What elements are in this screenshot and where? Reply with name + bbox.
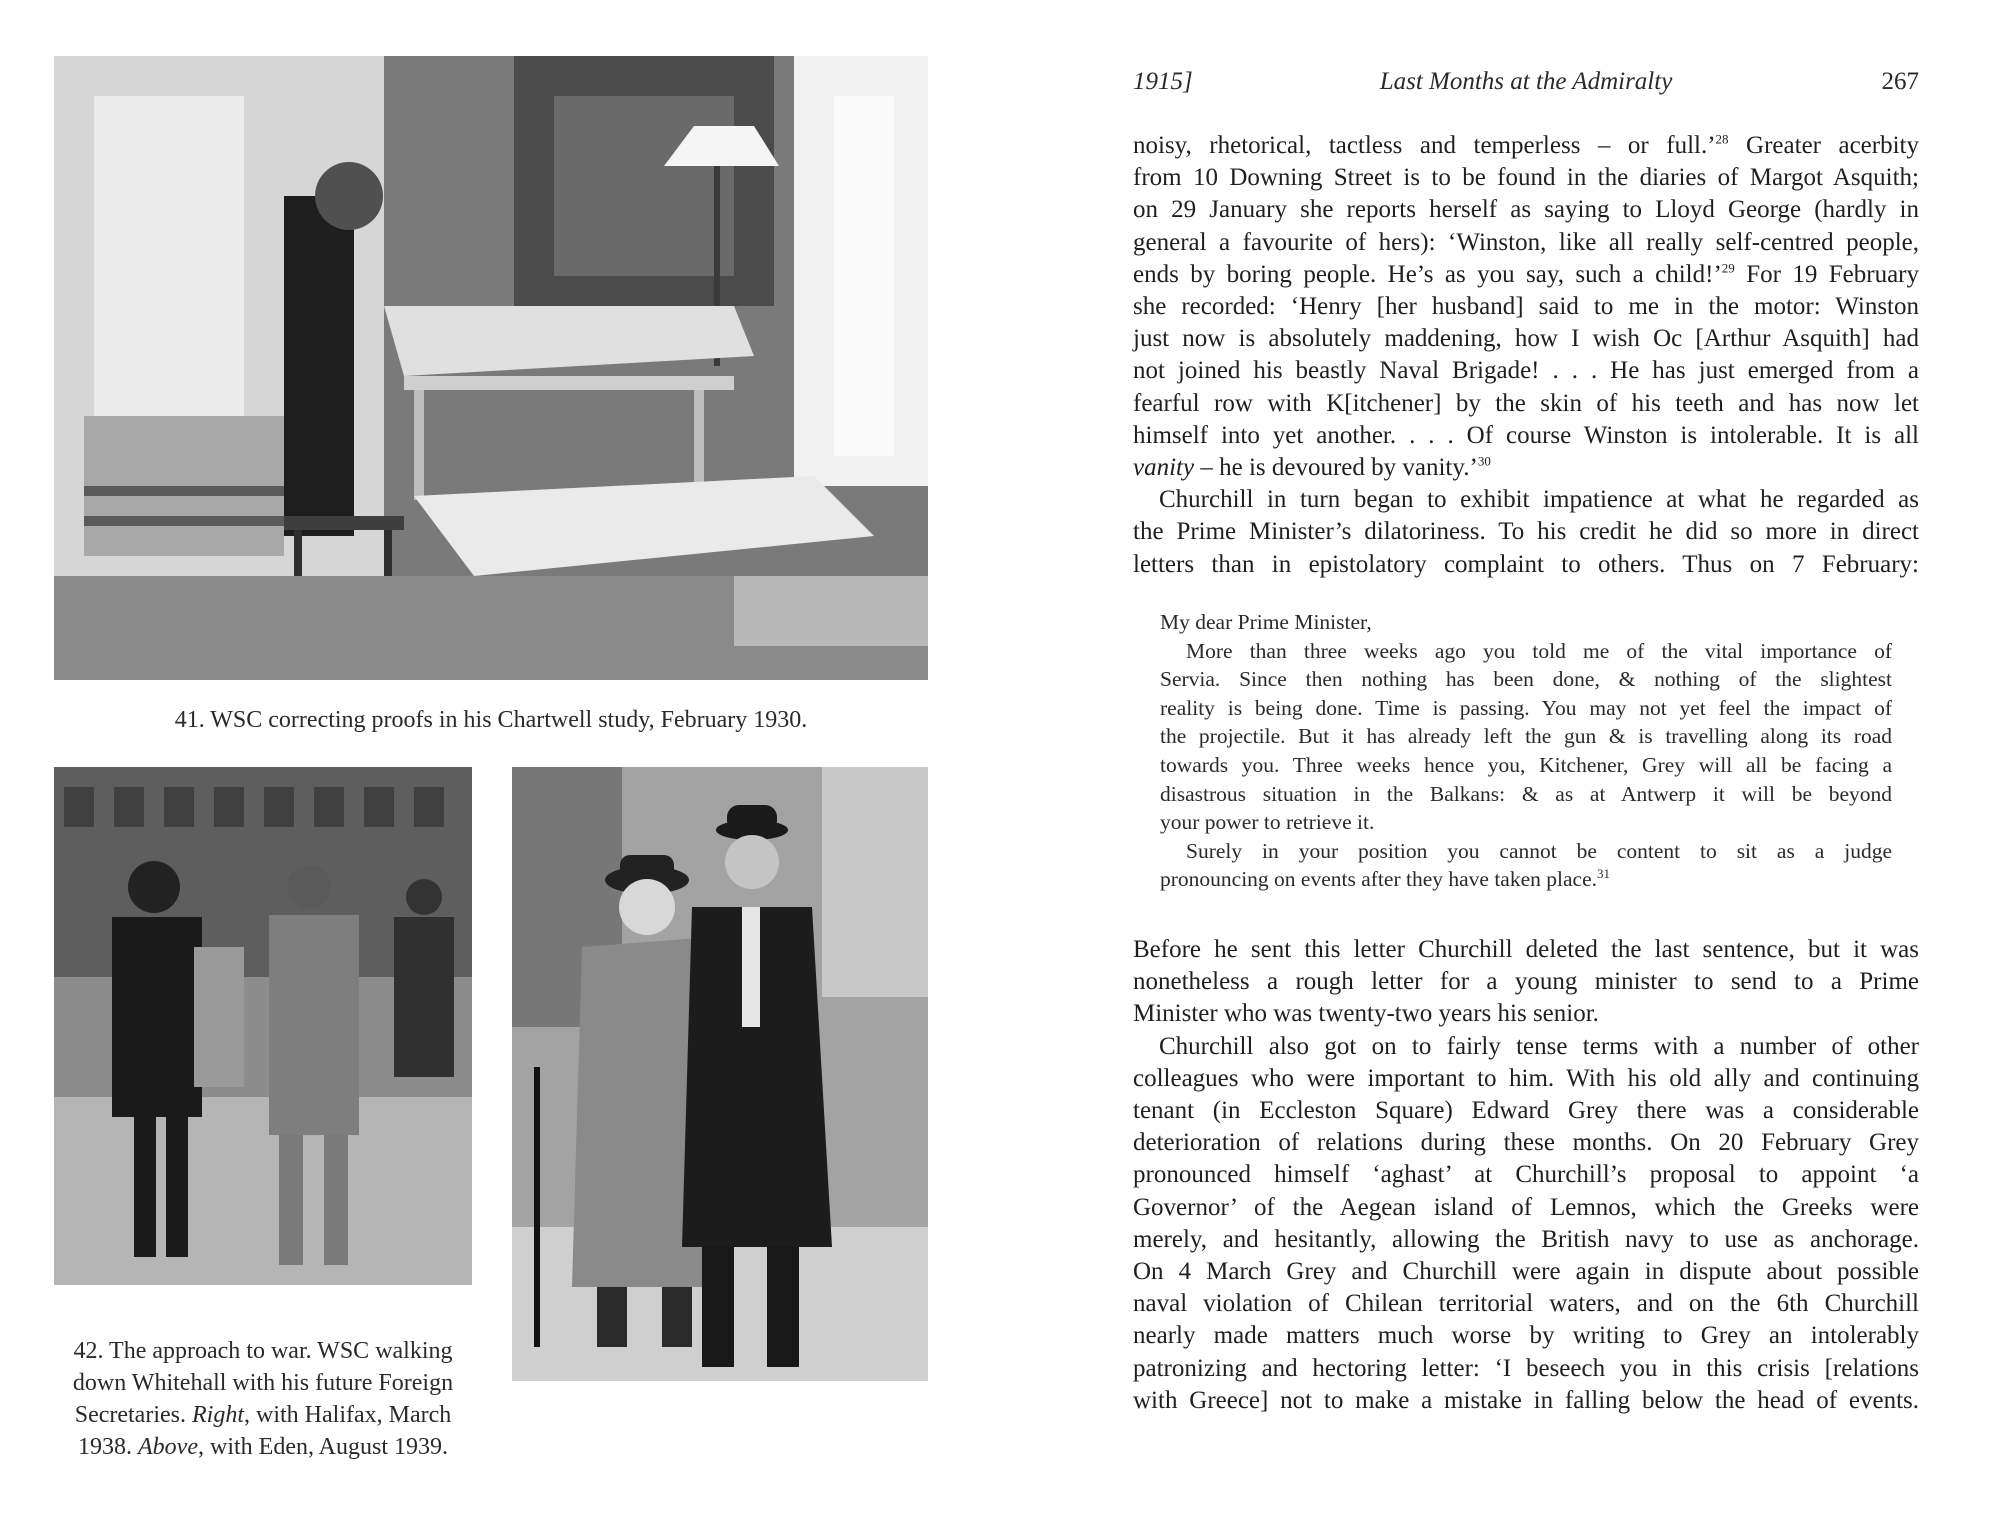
body-paragraphs-bottom <box>1133 934 1919 1417</box>
quote-line: More than three weeks ago you told me of the vital importance of <box>1186 638 1892 663</box>
text-line: patronizing and hectoring letter: ‘I beseech you in this crisis [relations <box>1133 1354 1919 1382</box>
footnote-ref: 30 <box>1477 453 1491 469</box>
quote-line: the projectile. But it has already left the gun & is travelling along its road <box>1160 724 1892 749</box>
text-line: just now is absolutely maddening, how I wish Oc [Arthur Asquith] had <box>1133 325 1919 353</box>
text-line: Churchill in turn began to exhibit impatience at what he regarded as <box>1159 486 1919 514</box>
running-head-year: 1915] <box>1133 68 1193 95</box>
text-line: tenant (in Eccleston Square) Edward Grey there was a considerable <box>1133 1097 1919 1125</box>
text-line: letters than in epistolatory complaint to others. Thus on 7 February: <box>1133 550 1919 578</box>
text-line: the Prime Minister’s dilatoriness. To his credit he did so more in direct <box>1133 518 1919 546</box>
caption-42-line: down Whitehall with his future Foreign <box>72 1370 454 1396</box>
text-line: nearly made matters much worse by writing to Grey an intolerably <box>1133 1322 1919 1350</box>
text-line: with Greece] not to make a mistake in falling below the head of events. <box>1133 1386 1919 1414</box>
text-line: nonetheless a rough letter for a young minister to send to a Prime <box>1133 968 1919 996</box>
body-paragraphs-top <box>1133 130 1919 581</box>
text-line: fearful row with K[itchener] by the skin of his teeth and has now let <box>1133 389 1919 417</box>
quote-line: Surely in your position you cannot be content to sit as a judge <box>1186 838 1892 863</box>
block-quote-letter <box>1160 608 1892 894</box>
text-line: noisy, rhetorical, tactless and temperless – or full.’$^{28}$ Greater acerbity <box>1133 131 1919 159</box>
text-line: On 4 March Grey and Churchill were again in dispute about possible <box>1133 1258 1919 1286</box>
caption-42-line: 42. The approach to war. WSC walking <box>73 1338 453 1364</box>
text-line: from 10 Downing Street is to be found in the diaries of Margot Asquith; <box>1133 164 1919 192</box>
footnote-ref: 28 <box>1715 131 1729 147</box>
text-line: Governor’ of the Aegean island of Lemnos, which the Greeks were <box>1133 1193 1919 1221</box>
paragraph-deleted-sentence <box>1133 934 1919 1031</box>
text-line: not joined his beastly Naval Brigade! . . . He has just emerged from a <box>1133 357 1919 385</box>
caption-42-line: Secretaries. <box>74 1402 192 1428</box>
text-line: himself into yet another. . . . Of course Winston is intolerable. It is all <box>1133 421 1919 449</box>
quote-line: your power to retrieve it. <box>1160 810 1375 835</box>
footnote-ref: 29 <box>1721 260 1735 276</box>
paragraph-grey-relations <box>1133 1031 1919 1417</box>
text-line: on 29 January she reports herself as saying to Lloyd George (hardly in <box>1133 196 1919 224</box>
photo-whitehall-halifax <box>512 767 928 1381</box>
caption-42-italic: Above <box>138 1434 198 1460</box>
quote-line: disastrous situation in the Balkans: & as at Antwerp it will be beyond <box>1160 781 1892 806</box>
text-line: merely, and hesitantly, allowing the British navy to use as anchorage. <box>1133 1225 1919 1253</box>
text-line: vanity – he is devoured by vanity.’$^{30}$ <box>1133 453 1491 482</box>
text-line: Minister who was twenty-two years his senior. <box>1133 1000 1599 1028</box>
caption-figure-42 <box>54 1335 472 1463</box>
quote-line: pronouncing on events after they have taken place.$^{31}$ <box>1160 866 1610 892</box>
text-line: general a favourite of hers): ‘Winston, like all really self-centred people, <box>1133 228 1919 256</box>
footnote-ref: 31 <box>1597 866 1610 882</box>
caption-42-line: 1938. <box>78 1434 139 1460</box>
paragraph-impatience <box>1133 484 1919 581</box>
page-number: 267 <box>1881 68 1919 95</box>
text-line: deterioration of relations during these months. On 20 February Grey <box>1133 1129 1919 1157</box>
text-line: naval violation of Chilean territorial waters, and on the 6th Churchill <box>1133 1290 1919 1318</box>
caption-42-line: , with Halifax, March <box>244 1402 452 1428</box>
text-line: pronounced himself ‘aghast’ at Churchill’s proposal to appoint ‘a <box>1133 1161 1919 1189</box>
quote-line: reality is being done. Time is passing. You may not yet feel the impact of <box>1160 695 1892 720</box>
quote-line: My dear Prime Minister, <box>1160 610 1372 634</box>
quote-line: towards you. Three weeks hence you, Kitchener, Grey will all be facing a <box>1160 752 1892 777</box>
caption-42-line: , with Eden, August 1939. <box>197 1434 448 1460</box>
photo-whitehall-eden <box>54 767 472 1285</box>
paragraph-asquith-diaries <box>1133 130 1919 484</box>
text-line: she recorded: ‘Henry [her husband] said to me in the motor: Winston <box>1133 293 1919 321</box>
caption-figure-41 <box>54 704 928 736</box>
running-head-chapter: Last Months at the Admiralty <box>1379 68 1673 95</box>
caption-42-italic: Right <box>192 1402 244 1428</box>
text-line: ends by boring people. He’s as you say, such a child!’$^{29}$ For 19 February <box>1133 260 1919 288</box>
quote-line: Servia. Since then nothing has been done, & nothing of the slightest <box>1160 667 1892 692</box>
text-line: colleagues who were important to him. With his old ally and continuing <box>1133 1064 1919 1092</box>
photo-chartwell-study <box>54 56 928 680</box>
text-line: Before he sent this letter Churchill deleted the last sentence, but it was <box>1133 936 1919 963</box>
caption-41-text: 41. WSC correcting proofs in his Chartwell study, February 1930. <box>174 707 808 733</box>
running-head <box>1133 68 1919 104</box>
text-line: Churchill also got on to fairly tense terms with a number of other <box>1159 1032 1919 1060</box>
